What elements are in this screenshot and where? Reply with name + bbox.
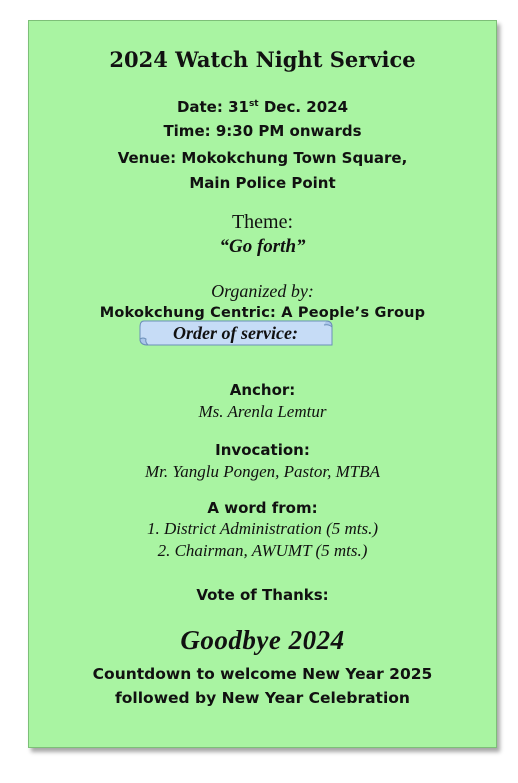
theme-value: “Go forth” <box>219 236 306 257</box>
event-date: Date: 31st Dec. 2024 <box>176 98 349 116</box>
word-label: A word from: <box>207 499 318 517</box>
vote-of-thanks-label: Vote of Thanks: <box>196 586 329 604</box>
event-venue-line2: Main Police Point <box>189 174 336 192</box>
word-item: 1. District Administration (5 mts.) <box>146 519 379 538</box>
event-venue-line1: Venue: Mokokchung Town Square, <box>117 149 408 167</box>
order-of-service-label: Order of service: <box>173 322 298 343</box>
invocation-label: Invocation: <box>215 441 310 459</box>
event-title: 2024 Watch Night Service <box>109 47 416 72</box>
anchor-name: Ms. Arenla Lemtur <box>198 402 327 421</box>
countdown-line1: Countdown to welcome New Year 2025 <box>92 665 433 683</box>
event-time: Time: 9:30 PM onwards <box>163 122 362 140</box>
order-of-service-banner <box>136 318 335 348</box>
anchor-label: Anchor: <box>229 381 296 399</box>
word-item: 2. Chairman, AWUMT (5 mts.) <box>157 541 368 560</box>
organized-label: Organized by: <box>211 281 314 301</box>
invocation-name: Mr. Yanglu Pongen, Pastor, MTBA <box>144 462 381 481</box>
event-card <box>28 20 497 748</box>
organizer-name: Mokokchung Centric: A People’s Group <box>99 305 426 321</box>
theme-label: Theme: <box>231 211 294 233</box>
countdown-line2: followed by New Year Celebration <box>115 689 410 707</box>
goodbye-heading: Goodbye 2024 <box>180 625 345 655</box>
